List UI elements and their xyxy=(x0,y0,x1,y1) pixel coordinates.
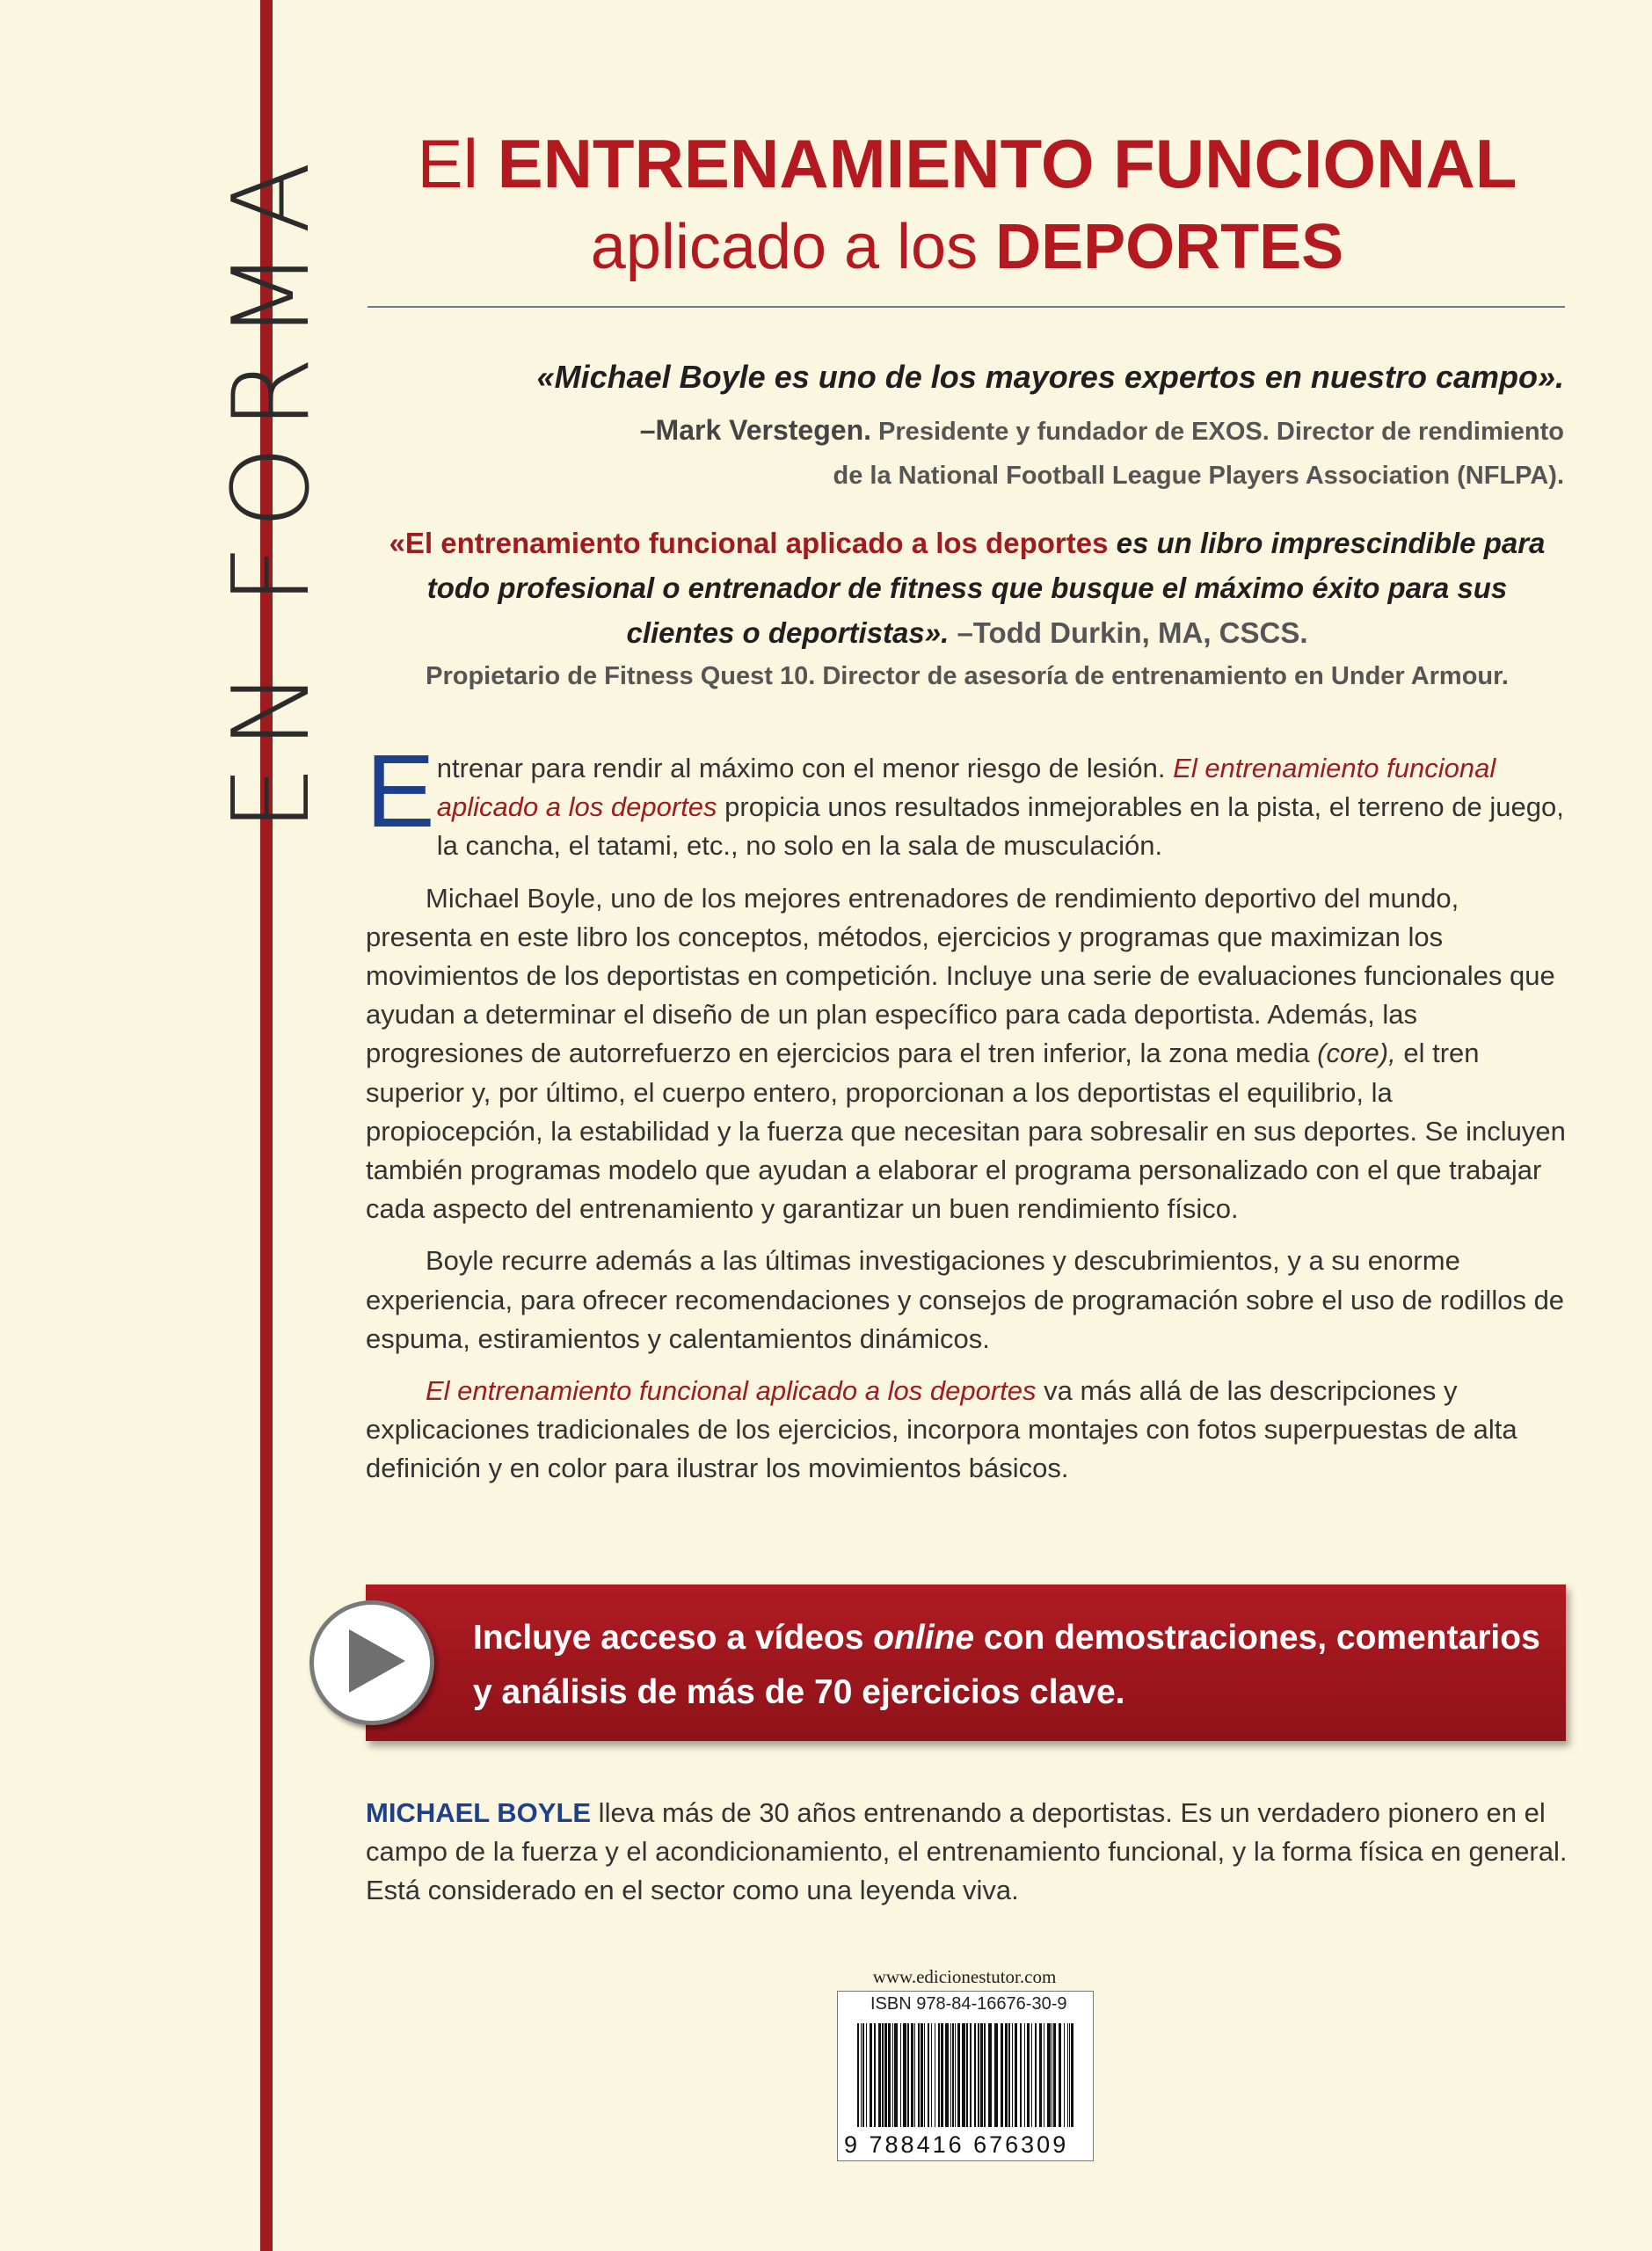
barcode-digits-text: 9 788416 676309 xyxy=(844,2131,1069,2158)
banner-online: online xyxy=(873,1619,975,1657)
title-line1-prefix: El xyxy=(417,125,498,202)
quote-1-text: «Michael Boyle es uno de los mayores expertos en nuestro campo». xyxy=(536,359,1564,395)
paragraph-1 xyxy=(366,733,1570,866)
quote-1-author: –Mark Verstegen. xyxy=(639,414,871,446)
isbn: ISBN 978-84-16676-30-9 xyxy=(870,1994,1067,2014)
description xyxy=(366,733,1570,1502)
series-label: EN FORMA xyxy=(211,145,333,833)
paragraph-3: Boyle recurre además a las últimas investigaciones y descubrimientos, y a su enorme experiencia, para ofrecer recomendaciones y consejos de programación sobre el uso de rodillos de espuma, estiramientos y calentamientos dinámicos. xyxy=(366,1245,1565,1354)
paragraph-1-title: El entrenamiento funcional aplicado a los deportes xyxy=(436,753,1496,823)
banner-text-a: Incluye acceso a vídeos xyxy=(473,1619,874,1657)
title-line2-prefix: aplicado a los xyxy=(590,211,996,282)
quote-2-author: –Todd Durkin, MA, CSCS. xyxy=(949,616,1308,649)
author-bio-text: lleva más de 30 años entrenando a deportistas. Es un verdadero pionero en el campo de la fuerza y el acondicionamiento, el entrenamiento funcional, y la forma física en general. Está considerado en el sector como una leyenda viva. xyxy=(366,1797,1568,1906)
paragraph-4-b: va más allá de las descripciones y explicaciones tradicionales de los ejercicios, incorpora montajes con fotos superpuestas de alta definición y en color para ilustrar los movimientos básicos. xyxy=(366,1375,1517,1484)
quote-2-role: Propietario de Fitness Quest 10. Director de asesoría de entrenamiento en Under Armour. xyxy=(426,662,1509,690)
quote-2-text: es un libro imprescindible para todo profesional o entrenador de fitness que busque el máximo éxito para sus clientes o deportistas». xyxy=(426,527,1546,649)
banner-text-b: con demostraciones, comentarios y análisis de más de 70 ejercicios clave. xyxy=(473,1619,1540,1711)
paragraph-2-a: Michael Boyle, uno de los mejores entrenadores de rendimiento deportivo del mundo, presenta en este libro los conceptos, métodos, ejercicios y programas que maximizan los movimientos de los deportistas en competición. Incluye una serie de evaluaciones funcionales que ayudan a determinar el diseño de un plan específico para cada deportista. Además, las progresiones de autorrefuerzo en ejercicios para el tren inferior, la zona media xyxy=(366,882,1555,1069)
quote-2-open: «El entrenamiento funcional aplicado a los deportes xyxy=(389,527,1109,559)
title-line2-bold: DEPORTES xyxy=(995,211,1344,282)
title-line1-bold: ENTRENAMIENTO FUNCIONAL xyxy=(497,125,1517,202)
book-title xyxy=(369,123,1565,285)
author-bio xyxy=(366,1794,1570,1911)
paragraph-2-core: (core), xyxy=(1317,1038,1396,1069)
publisher-url: www.edicionestutor.com xyxy=(872,1966,1057,1987)
video-banner xyxy=(366,1584,1566,1741)
paragraph-4-title: El entrenamiento funcional aplicado a los deportes xyxy=(426,1375,1037,1407)
title-rule xyxy=(368,306,1565,308)
author-name: MICHAEL BOYLE xyxy=(366,1797,592,1828)
drop-cap: E xyxy=(366,733,435,849)
paragraph-2 xyxy=(366,879,1570,1229)
paragraph-4 xyxy=(366,1372,1570,1489)
barcode-digits xyxy=(844,2131,1090,2159)
paragraph-1-a: ntrenar para rendir al máximo con el menor riesgo de lesión. xyxy=(436,753,1174,783)
paragraph-2-b: el tren superior y, por último, el cuerpo entero, proporcionan a los deportistas el equilibrio, la propiocepción, la estabilidad y la fuerza que necesitan para sobresalir en sus deportes. Se incluyen también programas modelo que ayudan a elaborar el programa personalizado con el que trabajar cada aspecto del entrenamiento y garantizar un buen rendimiento físico. xyxy=(366,1038,1566,1225)
quote-2 xyxy=(369,521,1565,697)
quote-1-role-line2: de la National Football League Players Association (NFLPA). xyxy=(833,462,1564,490)
play-icon xyxy=(309,1600,434,1725)
banner-text xyxy=(473,1611,1554,1720)
quote-1-attribution xyxy=(368,408,1564,498)
paragraph-1-b: propicia unos resultados inmejorables en la pista, el terreno de juego, la cancha, el tatami, etc., no solo en la sala de musculación. xyxy=(436,791,1564,862)
quote-1-role-line1: Presidente y fundador de EXOS. Director de rendimiento xyxy=(871,418,1564,446)
